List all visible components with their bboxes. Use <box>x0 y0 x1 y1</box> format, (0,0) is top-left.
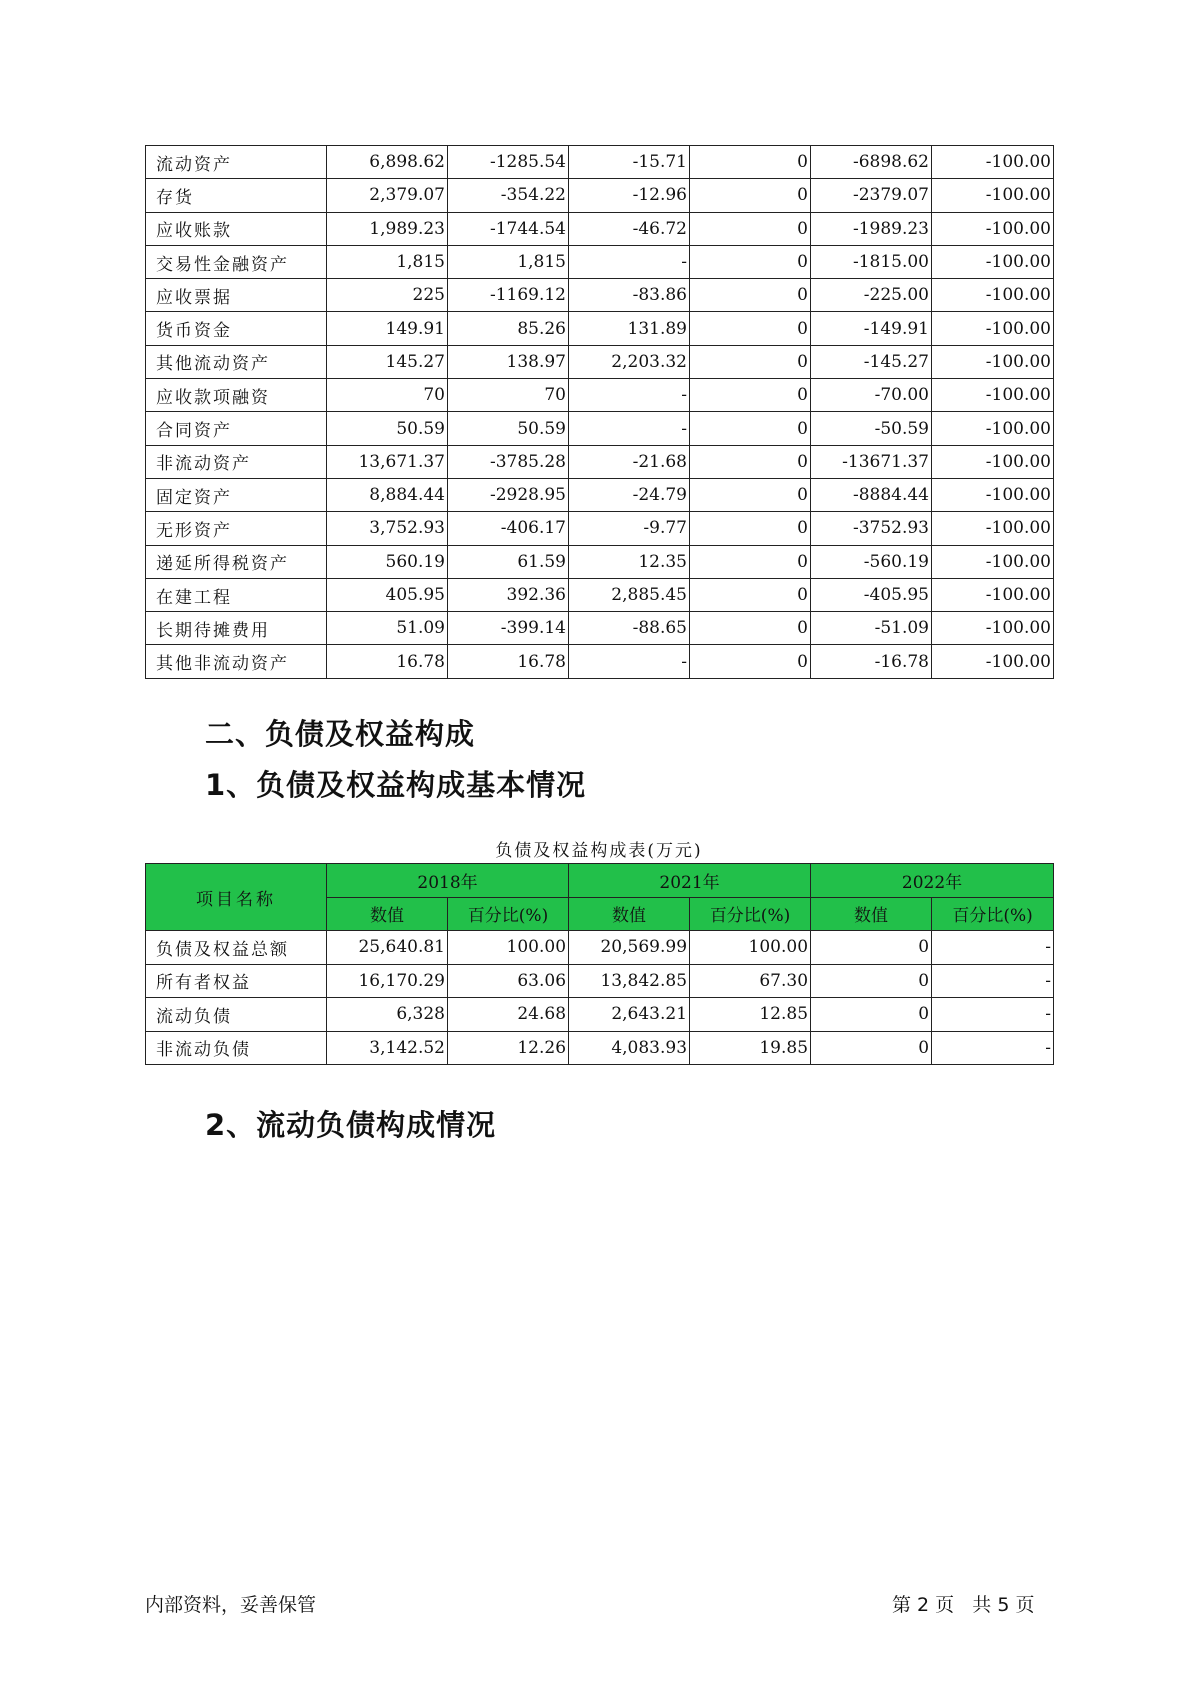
value-cell: 19.85 <box>690 1031 811 1065</box>
value-cell: 85.26 <box>448 312 569 345</box>
value-cell: -13671.37 <box>811 445 932 478</box>
table-header-row <box>146 864 1054 898</box>
value-cell: 4,083.93 <box>569 1031 690 1065</box>
value-cell: -12.96 <box>569 179 690 212</box>
row-label-cell: 合同资产 <box>146 412 327 445</box>
value-cell: 0 <box>811 931 932 965</box>
value-cell: 0 <box>811 998 932 1032</box>
value-cell: -100.00 <box>932 545 1054 578</box>
value-cell: - <box>932 964 1054 998</box>
row-label-cell: 非流动资产 <box>146 445 327 478</box>
value-cell: -100.00 <box>932 146 1054 179</box>
value-cell: 0 <box>690 512 811 545</box>
value-cell: 24.68 <box>448 998 569 1032</box>
table-row <box>146 964 1054 998</box>
row-label-cell: 在建工程 <box>146 578 327 611</box>
value-cell: -15.71 <box>569 146 690 179</box>
value-cell: 138.97 <box>448 345 569 378</box>
value-cell: 0 <box>690 146 811 179</box>
row-label-cell: 负债及权益总额 <box>146 931 327 965</box>
value-cell: -225.00 <box>811 279 932 312</box>
value-cell: 1,815 <box>448 245 569 278</box>
value-cell: -100.00 <box>932 645 1054 678</box>
row-label-cell: 固定资产 <box>146 478 327 511</box>
value-cell: 6,898.62 <box>327 146 448 179</box>
value-cell: 0 <box>690 578 811 611</box>
row-label-cell: 其他非流动资产 <box>146 645 327 678</box>
table-row <box>146 146 1054 179</box>
table-row <box>146 412 1054 445</box>
row-label-cell: 非流动负债 <box>146 1031 327 1065</box>
table-row <box>146 998 1054 1032</box>
value-cell: -83.86 <box>569 279 690 312</box>
value-cell: 13,842.85 <box>569 964 690 998</box>
header-year-2022: 2022年 <box>811 864 1054 898</box>
value-cell: 0 <box>690 345 811 378</box>
value-cell: -100.00 <box>932 279 1054 312</box>
header-year-2021: 2021年 <box>569 864 811 898</box>
value-cell: -24.79 <box>569 478 690 511</box>
table-row <box>146 179 1054 212</box>
value-cell: - <box>569 379 690 412</box>
value-cell: 0 <box>690 279 811 312</box>
value-cell: -100.00 <box>932 578 1054 611</box>
table-row <box>146 445 1054 478</box>
row-label-cell: 交易性金融资产 <box>146 245 327 278</box>
value-cell: -51.09 <box>811 612 932 645</box>
value-cell: 0 <box>690 445 811 478</box>
subheader-value: 数值 <box>811 897 932 931</box>
value-cell: -1989.23 <box>811 212 932 245</box>
value-cell: 70 <box>327 379 448 412</box>
value-cell: 1,989.23 <box>327 212 448 245</box>
value-cell: 25,640.81 <box>327 931 448 965</box>
value-cell: 1,815 <box>327 245 448 278</box>
table-row <box>146 212 1054 245</box>
row-label-cell: 其他流动资产 <box>146 345 327 378</box>
value-cell: 12.85 <box>690 998 811 1032</box>
value-cell: 2,885.45 <box>569 578 690 611</box>
value-cell: -3752.93 <box>811 512 932 545</box>
value-cell: -70.00 <box>811 379 932 412</box>
value-cell: 16.78 <box>448 645 569 678</box>
value-cell: 67.30 <box>690 964 811 998</box>
value-cell: -100.00 <box>932 478 1054 511</box>
value-cell: 0 <box>690 412 811 445</box>
value-cell: 3,142.52 <box>327 1031 448 1065</box>
value-cell: -100.00 <box>932 345 1054 378</box>
table-row <box>146 478 1054 511</box>
value-cell: - <box>569 412 690 445</box>
value-cell: 16,170.29 <box>327 964 448 998</box>
value-cell: 0 <box>690 179 811 212</box>
value-cell: 0 <box>811 964 932 998</box>
value-cell: -16.78 <box>811 645 932 678</box>
value-cell: 0 <box>690 645 811 678</box>
footer-page-number: 第 2 页 共 5 页 <box>892 1594 1035 1616</box>
subheader-percent: 百分比(%) <box>448 897 569 931</box>
value-cell: - <box>932 1031 1054 1065</box>
asset-change-table <box>145 145 1054 679</box>
table-row <box>146 345 1054 378</box>
value-cell: -2379.07 <box>811 179 932 212</box>
value-cell: -88.65 <box>569 612 690 645</box>
value-cell: -145.27 <box>811 345 932 378</box>
subheader-value: 数值 <box>327 897 448 931</box>
table-row <box>146 512 1054 545</box>
value-cell: 20,569.99 <box>569 931 690 965</box>
table-row <box>146 1031 1054 1065</box>
value-cell: 0 <box>690 379 811 412</box>
row-label-cell: 应收款项融资 <box>146 379 327 412</box>
table-row <box>146 545 1054 578</box>
header-year-2018: 2018年 <box>327 864 569 898</box>
value-cell: -100.00 <box>932 612 1054 645</box>
row-label-cell: 应收票据 <box>146 279 327 312</box>
value-cell: -354.22 <box>448 179 569 212</box>
value-cell: -2928.95 <box>448 478 569 511</box>
table-row <box>146 279 1054 312</box>
value-cell: 2,379.07 <box>327 179 448 212</box>
value-cell: -1815.00 <box>811 245 932 278</box>
value-cell: -100.00 <box>932 445 1054 478</box>
table-row <box>146 612 1054 645</box>
value-cell: 6,328 <box>327 998 448 1032</box>
value-cell: -100.00 <box>932 379 1054 412</box>
value-cell: 0 <box>690 478 811 511</box>
value-cell: -1744.54 <box>448 212 569 245</box>
value-cell: -1169.12 <box>448 279 569 312</box>
table-row <box>146 245 1054 278</box>
value-cell: -50.59 <box>811 412 932 445</box>
value-cell: 8,884.44 <box>327 478 448 511</box>
value-cell: 405.95 <box>327 578 448 611</box>
value-cell: -100.00 <box>932 512 1054 545</box>
value-cell: -8884.44 <box>811 478 932 511</box>
value-cell: -100.00 <box>932 312 1054 345</box>
table-row <box>146 931 1054 965</box>
value-cell: 560.19 <box>327 545 448 578</box>
value-cell: 70 <box>448 379 569 412</box>
value-cell: -100.00 <box>932 179 1054 212</box>
value-cell: 2,643.21 <box>569 998 690 1032</box>
value-cell: 0 <box>690 312 811 345</box>
value-cell: 12.26 <box>448 1031 569 1065</box>
value-cell: -46.72 <box>569 212 690 245</box>
value-cell: 0 <box>690 612 811 645</box>
liab-table-body <box>146 931 1054 1065</box>
header-item-name: 项目名称 <box>146 864 327 931</box>
value-cell: -100.00 <box>932 245 1054 278</box>
value-cell: 50.59 <box>327 412 448 445</box>
value-cell: -560.19 <box>811 545 932 578</box>
table-row <box>146 578 1054 611</box>
value-cell: -1285.54 <box>448 146 569 179</box>
footer-confidential-note: 内部资料，妥善保管 <box>145 1594 317 1616</box>
value-cell: 0 <box>690 245 811 278</box>
value-cell: -406.17 <box>448 512 569 545</box>
value-cell: -399.14 <box>448 612 569 645</box>
value-cell: 12.35 <box>569 545 690 578</box>
value-cell: 3,752.93 <box>327 512 448 545</box>
section-heading: 二、负债及权益构成 <box>205 717 476 751</box>
subsection-heading-2: 2、流动负债构成情况 <box>205 1108 497 1142</box>
value-cell: -21.68 <box>569 445 690 478</box>
value-cell: -9.77 <box>569 512 690 545</box>
value-cell: 51.09 <box>327 612 448 645</box>
row-label-cell: 流动负债 <box>146 998 327 1032</box>
value-cell: 50.59 <box>448 412 569 445</box>
value-cell: 149.91 <box>327 312 448 345</box>
value-cell: 63.06 <box>448 964 569 998</box>
liability-equity-table <box>145 863 1054 1065</box>
row-label-cell: 无形资产 <box>146 512 327 545</box>
value-cell: -3785.28 <box>448 445 569 478</box>
value-cell: - <box>932 931 1054 965</box>
value-cell: - <box>932 998 1054 1032</box>
table-row <box>146 645 1054 678</box>
value-cell: 16.78 <box>327 645 448 678</box>
value-cell: 0 <box>811 1031 932 1065</box>
value-cell: 61.59 <box>448 545 569 578</box>
subheader-percent: 百分比(%) <box>690 897 811 931</box>
value-cell: 13,671.37 <box>327 445 448 478</box>
value-cell: -149.91 <box>811 312 932 345</box>
value-cell: 0 <box>690 545 811 578</box>
row-label-cell: 所有者权益 <box>146 964 327 998</box>
value-cell: - <box>569 645 690 678</box>
row-label-cell: 货币资金 <box>146 312 327 345</box>
row-label-cell: 长期待摊费用 <box>146 612 327 645</box>
subsection-heading-1: 1、负债及权益构成基本情况 <box>205 768 587 802</box>
value-cell: -6898.62 <box>811 146 932 179</box>
value-cell: - <box>569 245 690 278</box>
value-cell: 100.00 <box>448 931 569 965</box>
row-label-cell: 应收账款 <box>146 212 327 245</box>
value-cell: -100.00 <box>932 412 1054 445</box>
asset-table-body <box>146 146 1054 679</box>
value-cell: -100.00 <box>932 212 1054 245</box>
value-cell: 392.36 <box>448 578 569 611</box>
row-label-cell: 递延所得税资产 <box>146 545 327 578</box>
row-label-cell: 流动资产 <box>146 146 327 179</box>
value-cell: 131.89 <box>569 312 690 345</box>
value-cell: 145.27 <box>327 345 448 378</box>
value-cell: 2,203.32 <box>569 345 690 378</box>
subheader-percent: 百分比(%) <box>932 897 1054 931</box>
table-caption: 负债及权益构成表(万元) <box>495 841 703 861</box>
value-cell: 0 <box>690 212 811 245</box>
row-label-cell: 存货 <box>146 179 327 212</box>
table-row <box>146 379 1054 412</box>
value-cell: -405.95 <box>811 578 932 611</box>
value-cell: 100.00 <box>690 931 811 965</box>
value-cell: 225 <box>327 279 448 312</box>
subheader-value: 数值 <box>569 897 690 931</box>
table-row <box>146 312 1054 345</box>
